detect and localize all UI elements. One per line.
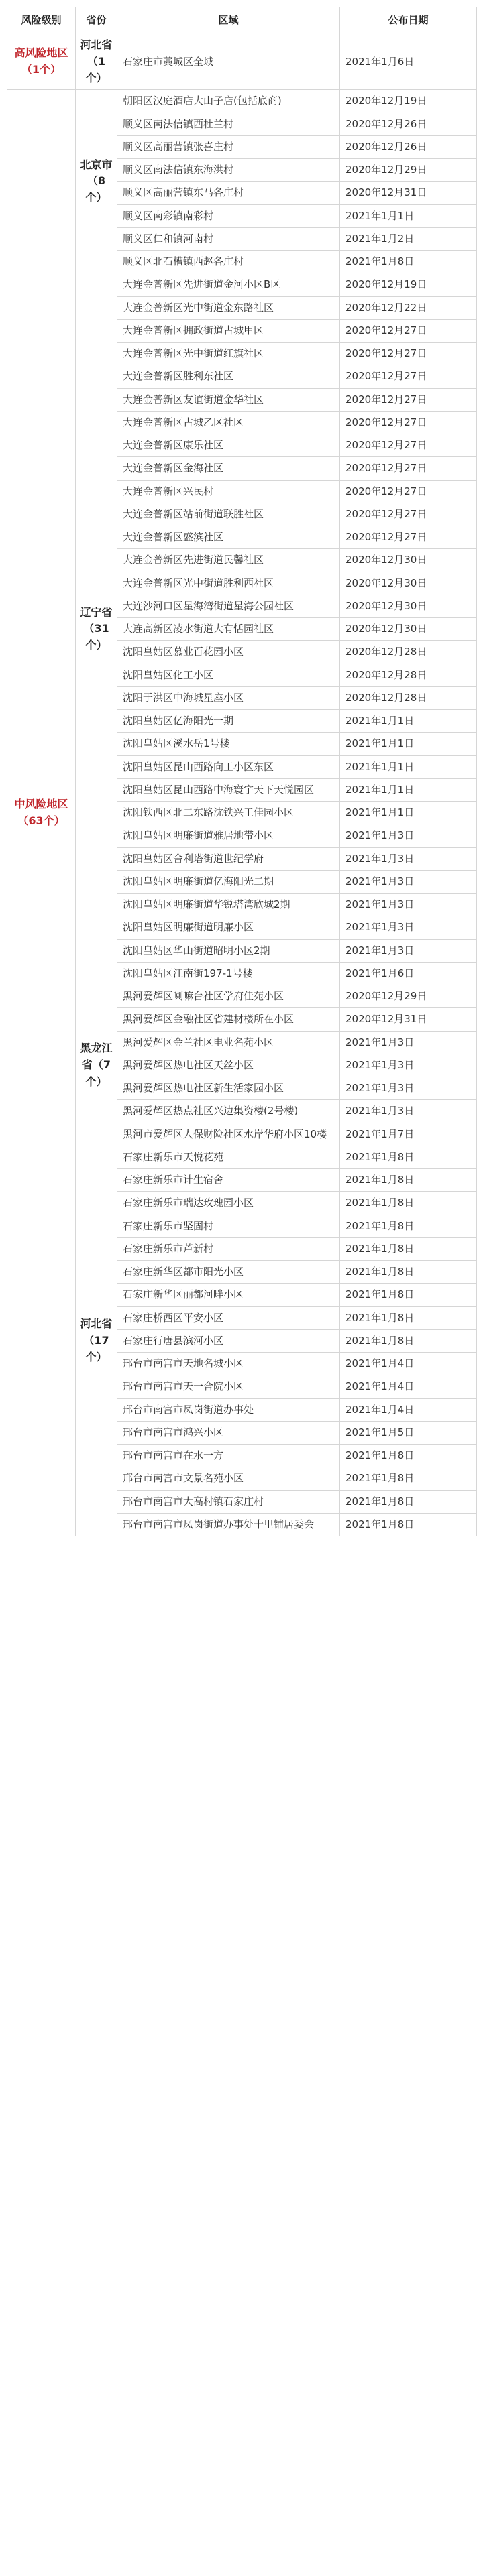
area-cell: 顺义区南法信镇西杜兰村 [117, 113, 340, 135]
area-cell: 沈阳铁西区北二东路沈铁兴工佳园小区 [117, 802, 340, 824]
area-cell: 石家庄新华区都市阳光小区 [117, 1261, 340, 1284]
date-cell: 2021年1月3日 [340, 1031, 477, 1054]
date-cell: 2020年12月28日 [340, 686, 477, 709]
risk-area-table [7, 7, 477, 1536]
date-cell: 2021年1月7日 [340, 1123, 477, 1146]
date-cell: 2020年12月28日 [340, 664, 477, 686]
header-row [7, 7, 477, 34]
area-cell: 大连高新区凌水街道大有恬园社区 [117, 618, 340, 641]
date-cell: 2021年1月3日 [340, 870, 477, 893]
date-cell: 2021年1月8日 [340, 1215, 477, 1237]
area-cell: 顺义区仁和镇河南村 [117, 227, 340, 250]
area-cell: 大连金普新区兴民村 [117, 480, 340, 503]
date-cell: 2021年1月3日 [340, 1077, 477, 1100]
date-cell: 2021年1月8日 [340, 1513, 477, 1536]
area-cell: 大连金普新区站前街道联胜社区 [117, 503, 340, 526]
date-cell: 2020年12月19日 [340, 273, 477, 296]
area-cell: 沈阳皇姑区亿海阳光一期 [117, 710, 340, 733]
header-risk-level: 风险级别 [7, 7, 76, 34]
area-cell: 黑河爱辉区金兰社区电业名苑小区 [117, 1031, 340, 1054]
date-cell: 2021年1月8日 [340, 1261, 477, 1284]
header-area: 区域 [117, 7, 340, 34]
area-cell: 沈阳皇姑区昆山西路向工小区东区 [117, 755, 340, 778]
area-cell: 沈阳皇姑区昆山西路中海寰宇天下天悦园区 [117, 778, 340, 801]
date-cell: 2021年1月1日 [340, 710, 477, 733]
area-cell: 大连金普新区光中街道金东路社区 [117, 296, 340, 319]
date-cell: 2021年1月3日 [340, 1054, 477, 1077]
area-cell: 石家庄新乐市瑞达玫瑰园小区 [117, 1192, 340, 1215]
area-cell: 邢台市南宫市天地名城小区 [117, 1353, 340, 1375]
date-cell: 2021年1月4日 [340, 1353, 477, 1375]
area-cell: 石家庄新华区丽都河畔小区 [117, 1284, 340, 1306]
risk-level-cell: 中风险地区（63个） [7, 90, 76, 1536]
area-cell: 大连金普新区光中街道红旗社区 [117, 343, 340, 365]
area-cell: 沈阳皇姑区舍利塔街道世纪学府 [117, 847, 340, 870]
province-cell: 河北省（1个） [76, 34, 117, 90]
area-cell: 邢台市南宫市在水一方 [117, 1445, 340, 1467]
date-cell: 2021年1月3日 [340, 1100, 477, 1123]
area-cell: 沈阳皇姑区明廉街道雅居地带小区 [117, 824, 340, 847]
date-cell: 2021年1月8日 [340, 1237, 477, 1260]
table-header [7, 7, 477, 34]
date-cell: 2021年1月1日 [340, 204, 477, 227]
area-cell: 大连金普新区胜利东社区 [117, 365, 340, 388]
date-cell: 2021年1月1日 [340, 755, 477, 778]
header-province: 省份 [76, 7, 117, 34]
date-cell: 2021年1月6日 [340, 962, 477, 985]
area-cell: 沈阳皇姑区华山街道昭明小区2期 [117, 939, 340, 962]
table-row [7, 34, 477, 90]
date-cell: 2020年12月27日 [340, 411, 477, 434]
area-cell: 沈阳皇姑区明廉街道明廉小区 [117, 916, 340, 939]
area-cell: 沈阳于洪区中海城星座小区 [117, 686, 340, 709]
area-cell: 邢台市南宫市天一合院小区 [117, 1375, 340, 1398]
area-cell: 大连金普新区先进街道金河小区B区 [117, 273, 340, 296]
date-cell: 2021年1月6日 [340, 34, 477, 90]
date-cell: 2021年1月8日 [340, 1329, 477, 1352]
area-cell: 大连金普新区拥政街道古城甲区 [117, 319, 340, 342]
date-cell: 2020年12月19日 [340, 90, 477, 113]
area-cell: 邢台市南宫市凤岗街道办事处十里铺居委会 [117, 1513, 340, 1536]
area-cell: 石家庄桥西区平安小区 [117, 1306, 340, 1329]
date-cell: 2020年12月27日 [340, 343, 477, 365]
area-cell: 大连金普新区光中街道胜利西社区 [117, 572, 340, 595]
date-cell: 2020年12月27日 [340, 526, 477, 549]
area-cell: 顺义区高丽营镇张喜庄村 [117, 135, 340, 158]
date-cell: 2020年12月29日 [340, 985, 477, 1008]
area-cell: 顺义区南法信镇东海洪村 [117, 159, 340, 182]
area-cell: 沈阳皇姑区溪水岳1号楼 [117, 733, 340, 755]
date-cell: 2021年1月8日 [340, 1192, 477, 1215]
table-body [7, 34, 477, 1536]
area-cell: 邢台市南宫市文景名苑小区 [117, 1467, 340, 1490]
area-cell: 朝阳区汉庭酒店大山子店(包括底商) [117, 90, 340, 113]
date-cell: 2021年1月4日 [340, 1375, 477, 1398]
date-cell: 2021年1月8日 [340, 1490, 477, 1513]
area-cell: 大连金普新区先进街道民馨社区 [117, 549, 340, 572]
date-cell: 2021年1月3日 [340, 939, 477, 962]
date-cell: 2021年1月1日 [340, 802, 477, 824]
area-cell: 大连金普新区友谊街道金华社区 [117, 388, 340, 411]
area-cell: 大连沙河口区星海湾街道星海公园社区 [117, 595, 340, 617]
date-cell: 2021年1月8日 [340, 1169, 477, 1192]
date-cell: 2020年12月30日 [340, 618, 477, 641]
area-cell: 黑河爱辉区金融社区省建材楼所在小区 [117, 1008, 340, 1031]
province-cell: 北京市（8个） [76, 90, 117, 273]
area-cell: 邢台市南宫市鸿兴小区 [117, 1421, 340, 1444]
date-cell: 2020年12月31日 [340, 182, 477, 204]
area-cell: 石家庄新乐市天悦花苑 [117, 1146, 340, 1168]
date-cell: 2021年1月5日 [340, 1421, 477, 1444]
area-cell: 石家庄新乐市坚固村 [117, 1215, 340, 1237]
date-cell: 2020年12月30日 [340, 549, 477, 572]
province-cell: 河北省（17个） [76, 1146, 117, 1536]
header-date: 公布日期 [340, 7, 477, 34]
date-cell: 2021年1月8日 [340, 1146, 477, 1168]
date-cell: 2021年1月8日 [340, 251, 477, 273]
area-cell: 沈阳皇姑区明廉街道亿海阳光二期 [117, 870, 340, 893]
date-cell: 2021年1月8日 [340, 1467, 477, 1490]
area-cell: 沈阳皇姑区化工小区 [117, 664, 340, 686]
date-cell: 2020年12月27日 [340, 480, 477, 503]
date-cell: 2020年12月27日 [340, 319, 477, 342]
table-row [7, 985, 477, 1008]
area-cell: 黑河爱辉区热点社区兴边集资楼(2号楼) [117, 1100, 340, 1123]
area-cell: 沈阳皇姑区江南街197-1号楼 [117, 962, 340, 985]
date-cell: 2020年12月29日 [340, 159, 477, 182]
date-cell: 2020年12月26日 [340, 113, 477, 135]
date-cell: 2020年12月30日 [340, 595, 477, 617]
date-cell: 2021年1月8日 [340, 1306, 477, 1329]
area-cell: 石家庄新乐市芦新村 [117, 1237, 340, 1260]
date-cell: 2020年12月31日 [340, 1008, 477, 1031]
area-cell: 石家庄行唐县滨河小区 [117, 1329, 340, 1352]
area-cell: 沈阳皇姑区慕业百花园小区 [117, 641, 340, 664]
date-cell: 2020年12月26日 [340, 135, 477, 158]
date-cell: 2020年12月28日 [340, 641, 477, 664]
risk-level-cell: 高风险地区（1个） [7, 34, 76, 90]
area-cell: 黑河爱辉区喇嘛台社区学府佳苑小区 [117, 985, 340, 1008]
date-cell: 2021年1月4日 [340, 1398, 477, 1421]
area-cell: 大连金普新区盛滨社区 [117, 526, 340, 549]
date-cell: 2021年1月3日 [340, 916, 477, 939]
area-cell: 顺义区南彩镇南彩村 [117, 204, 340, 227]
area-cell: 大连金普新区金海社区 [117, 457, 340, 480]
date-cell: 2021年1月2日 [340, 227, 477, 250]
area-cell: 顺义区北石槽镇西赵各庄村 [117, 251, 340, 273]
area-cell: 大连金普新区康乐社区 [117, 434, 340, 457]
date-cell: 2020年12月30日 [340, 572, 477, 595]
area-cell: 沈阳皇姑区明廉街道华锐塔湾欣城2期 [117, 894, 340, 916]
date-cell: 2021年1月3日 [340, 894, 477, 916]
table-row [7, 90, 477, 113]
area-cell: 黑河爱辉区热电社区天丝小区 [117, 1054, 340, 1077]
table-row [7, 273, 477, 296]
date-cell: 2021年1月3日 [340, 824, 477, 847]
date-cell: 2020年12月27日 [340, 388, 477, 411]
date-cell: 2021年1月1日 [340, 733, 477, 755]
area-cell: 黑河爱辉区热电社区新生活家园小区 [117, 1077, 340, 1100]
area-cell: 顺义区高丽营镇东马各庄村 [117, 182, 340, 204]
area-cell: 邢台市南宫市大高村镇石家庄村 [117, 1490, 340, 1513]
date-cell: 2020年12月27日 [340, 434, 477, 457]
date-cell: 2021年1月8日 [340, 1445, 477, 1467]
area-cell: 黑河市爱辉区人保财险社区水岸华府小区10楼 [117, 1123, 340, 1146]
date-cell: 2020年12月27日 [340, 503, 477, 526]
date-cell: 2020年12月27日 [340, 457, 477, 480]
province-cell: 辽宁省（31个） [76, 273, 117, 985]
date-cell: 2021年1月1日 [340, 778, 477, 801]
date-cell: 2021年1月8日 [340, 1284, 477, 1306]
table-row [7, 1146, 477, 1168]
area-cell: 大连金普新区古城乙区社区 [117, 411, 340, 434]
date-cell: 2020年12月27日 [340, 365, 477, 388]
province-cell: 黑龙江省（7个） [76, 985, 117, 1146]
date-cell: 2021年1月3日 [340, 847, 477, 870]
date-cell: 2020年12月22日 [340, 296, 477, 319]
area-cell: 邢台市南宫市凤岗街道办事处 [117, 1398, 340, 1421]
area-cell: 石家庄市藁城区全域 [117, 34, 340, 90]
area-cell: 石家庄新乐市计生宿舍 [117, 1169, 340, 1192]
